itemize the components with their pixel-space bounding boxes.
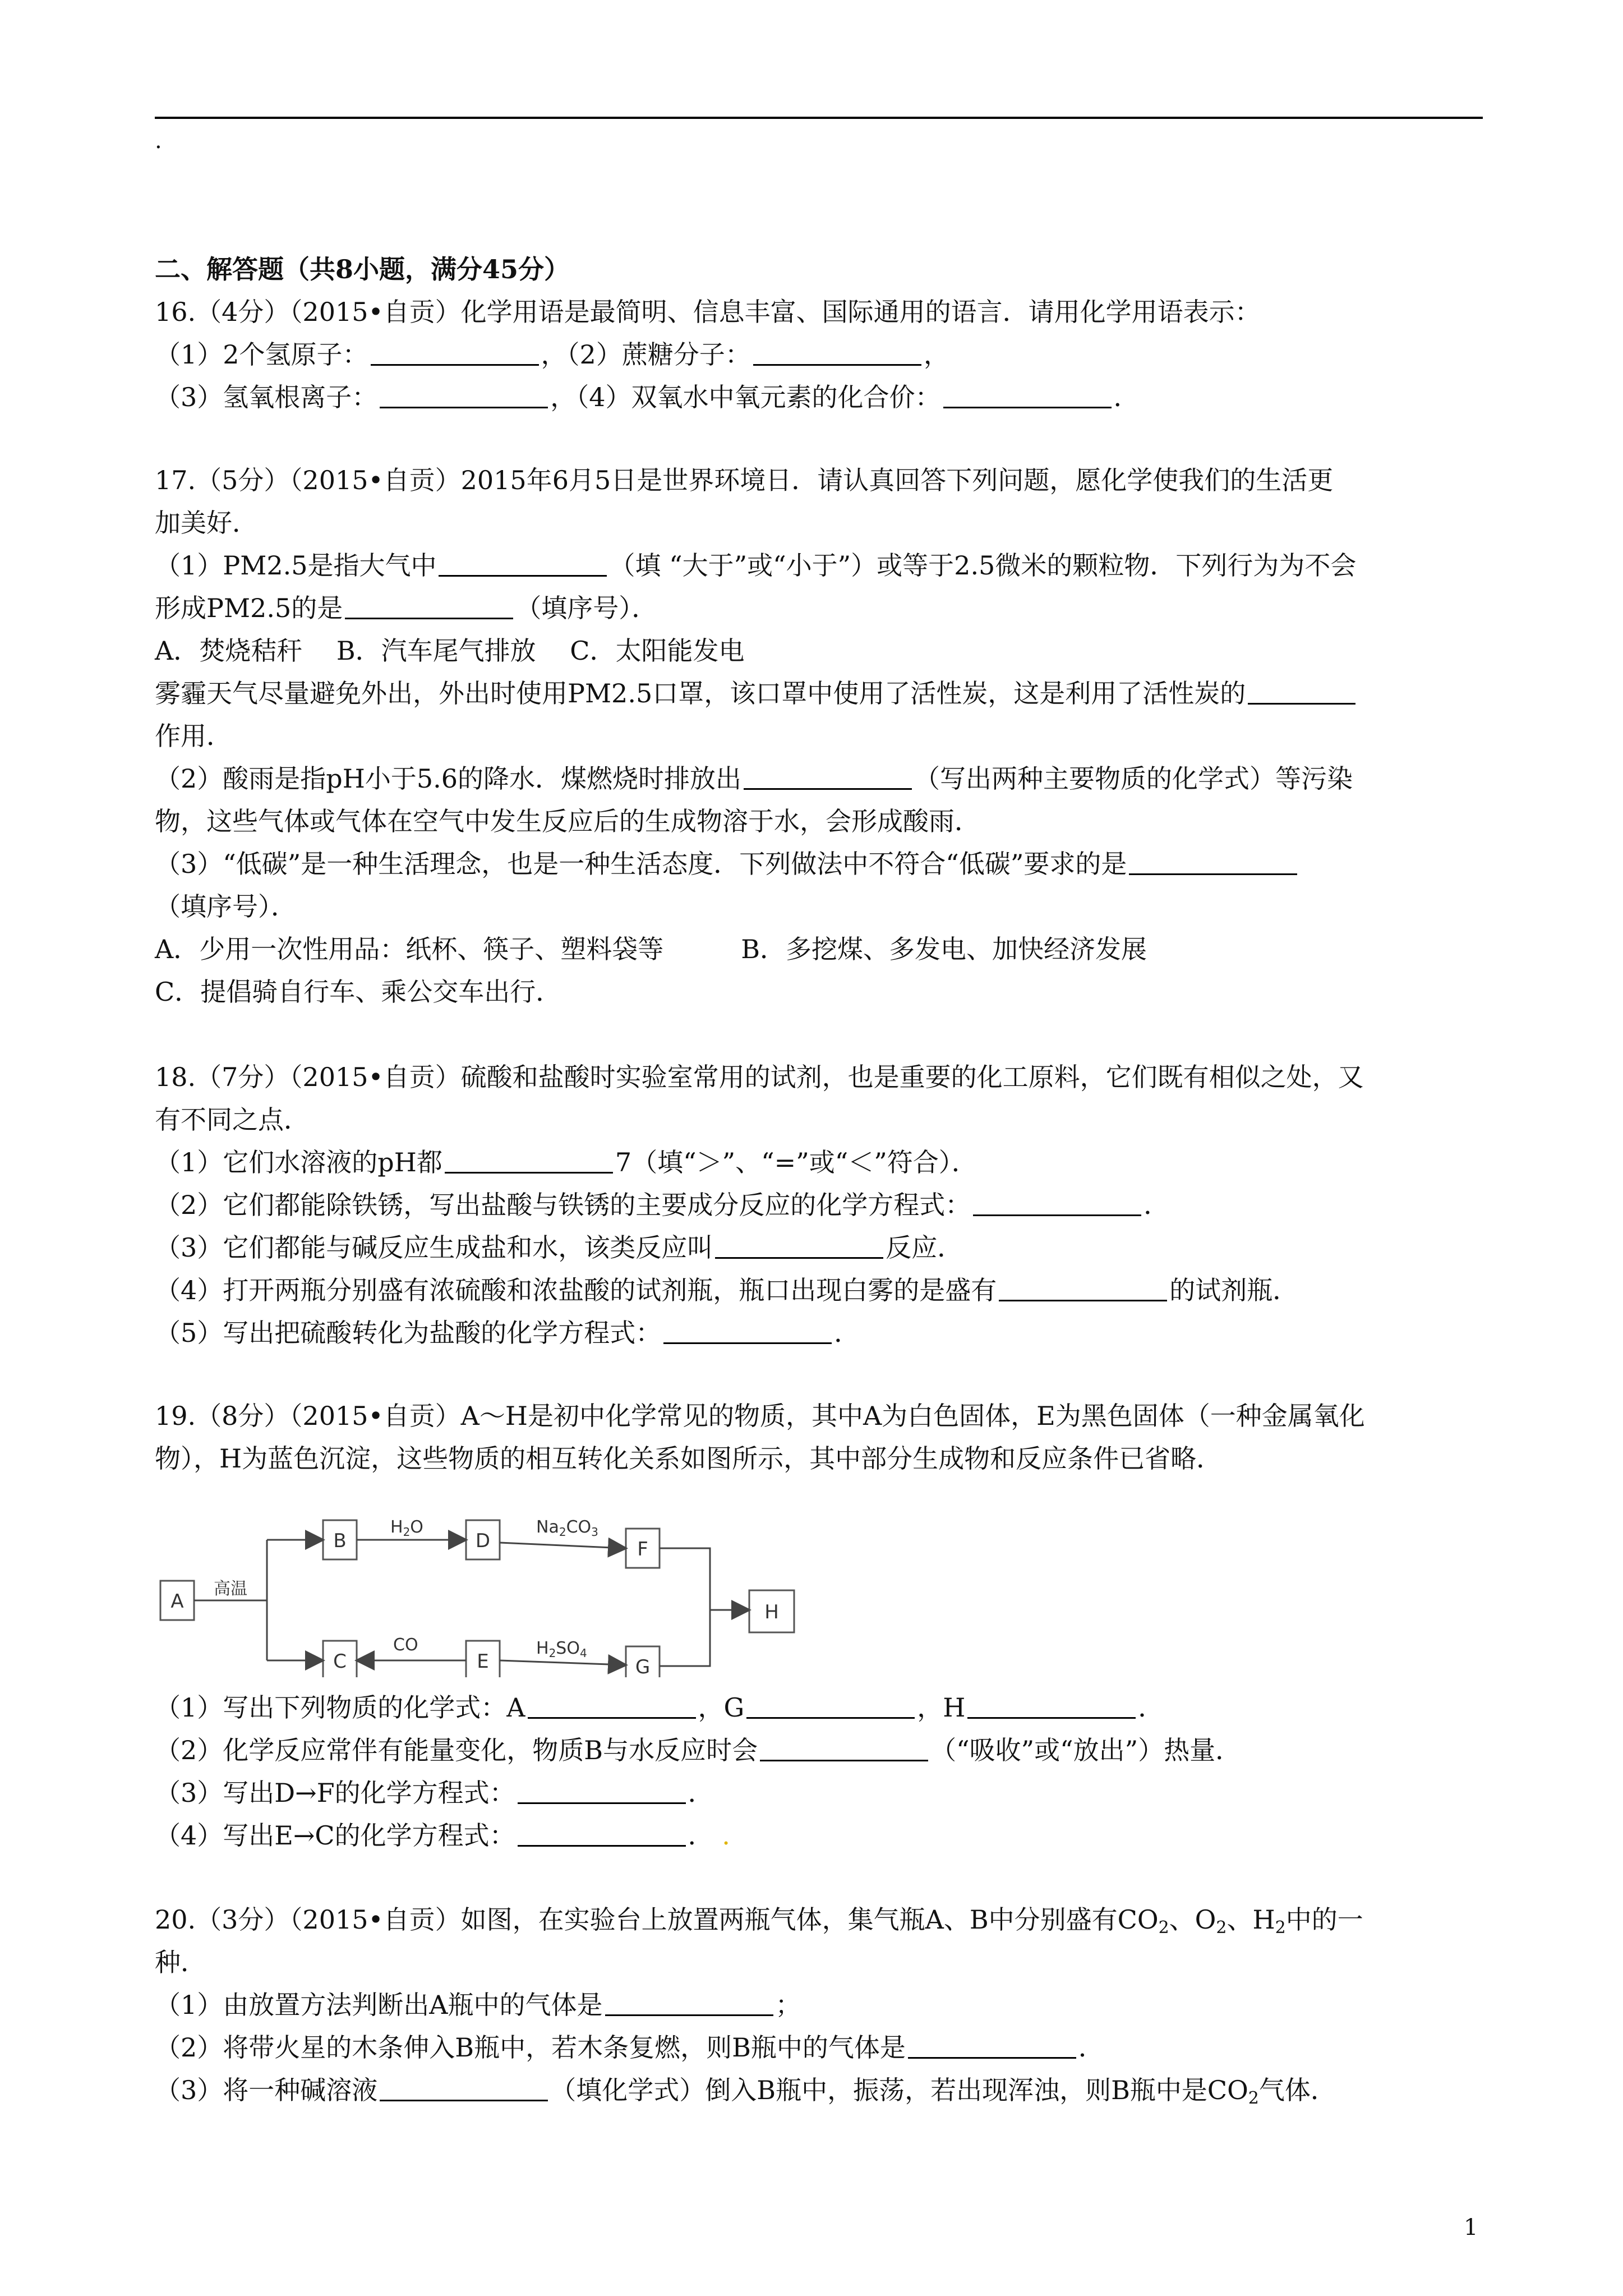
q17-options-3: C．提倡骑自行车、乘公交车出行．	[155, 977, 562, 1007]
q20-stem-1: 20.（3分）（2015•自贡）如图，在实验台上放置两瓶气体，集气瓶A、B中分别盛有$CO_2$、$O_2$、$H_2$中的一	[155, 1904, 1363, 1938]
q17-haze-cont: 作用．	[155, 721, 232, 751]
answer-blank[interactable]	[445, 1147, 613, 1174]
q16-line1: （1）2个氢原子： ，（2）蔗糖分子： ，	[155, 339, 949, 370]
reagent-na2co3: $Na_2CO_3$	[536, 1517, 598, 1539]
q17-part1: （1）PM2.5是指大气中 （填 “大于”或“小于”）或等于2.5微米的颗粒物．下列行为为不会	[155, 550, 1357, 581]
answer-blank[interactable]	[744, 763, 912, 790]
q17-part2-cont: 物，这些气体或气体在空气中发生反应后的生成物溶于水，会形成酸雨．	[155, 806, 980, 836]
reagent-h2o: $H_2O$	[390, 1517, 423, 1539]
q17-part3-cont: （填序号）．	[155, 891, 297, 922]
q19-stem-2: 物），H为蓝色沉淀，这些物质的相互转化关系如图所示，其中部分生成物和反应条件已省略．	[155, 1443, 1223, 1474]
answer-blank[interactable]	[528, 1692, 696, 1719]
answer-blank[interactable]	[518, 1778, 686, 1804]
answer-blank[interactable]	[345, 593, 513, 619]
q18-part1: （1）它们水溶液的pH都 7（填“＞”、“=”或“＜”符合）．	[155, 1147, 978, 1177]
q18-part4: （4）打开两瓶分别盛有浓硫酸和浓盐酸的试剂瓶，瓶口出现白雾的是盛有 的试剂瓶．	[155, 1275, 1299, 1305]
answer-blank[interactable]	[943, 382, 1112, 408]
condition-heat: 高温	[214, 1579, 247, 1599]
reagent-h2so4: $H_2SO_4$	[536, 1639, 587, 1660]
page-number: 1	[1464, 2215, 1478, 2240]
answer-blank[interactable]	[715, 1232, 883, 1259]
q20-part1: （1）由放置方法判断出A瓶中的气体是 ；	[155, 1990, 801, 2020]
q19-part3: （3）写出D→F的化学方程式： ．	[155, 1778, 714, 1808]
answer-blank[interactable]	[605, 1990, 773, 2016]
header-rule	[155, 117, 1483, 119]
q18-stem-2: 有不同之点．	[155, 1105, 310, 1135]
q17-stem-2: 加美好．	[155, 508, 258, 538]
q16-stem: 16.（4分）（2015•自贡）化学用语是最简明、信息丰富、国际通用的语言．请用化学用语表示：	[155, 297, 1261, 327]
q18-part3: （3）它们都能与碱反应生成盐和水，该类反应叫 反应．	[155, 1232, 963, 1263]
reagent-co: CO	[393, 1635, 418, 1655]
q18-part5: （5）写出把硫酸转化为盐酸的化学方程式： ．	[155, 1318, 860, 1348]
q18-part2: （2）它们都能除铁锈，写出盐酸与铁锈的主要成分反应的化学方程式： ．	[155, 1190, 1170, 1220]
edge-e-g	[500, 1660, 625, 1665]
q17-haze: 雾霾天气尽量避免外出，外出时使用PM2.5口罩，该口罩中使用了活性炭，这是利用了活性炭的	[155, 678, 1358, 709]
answer-blank[interactable]	[1248, 678, 1355, 705]
node-d: D	[475, 1530, 491, 1552]
header-dot: .	[155, 128, 162, 154]
answer-blank[interactable]	[753, 339, 921, 366]
answer-blank[interactable]	[999, 1275, 1167, 1301]
q17-part1-cont: 形成PM2.5的是 （填序号）．	[155, 593, 658, 623]
reaction-flow-diagram	[155, 1498, 817, 1677]
node-f: F	[637, 1538, 648, 1561]
edge-fg-join	[660, 1548, 710, 1666]
node-c: C	[333, 1650, 347, 1673]
node-e: E	[477, 1650, 489, 1673]
q19-part4: （4）写出E→C的化学方程式： ． .	[155, 1820, 730, 1851]
q19-stem-1: 19.（8分）（2015•自贡）A～H是初中化学常见的物质，其中A为白色固体，E为黑色固体（一种金属氧化	[155, 1401, 1365, 1431]
answer-blank[interactable]	[439, 550, 607, 577]
q17-options-2: A．少用一次性用品：纸杯、筷子、塑料袋等 B．多挖煤、多发电、加快经济发展	[155, 934, 1147, 964]
q20-part2: （2）将带火星的木条伸入B瓶中，若木条复燃，则B瓶中的气体是 ．	[155, 2032, 1104, 2063]
answer-blank[interactable]	[380, 382, 548, 408]
q17-part3: （3）“低碳”是一种生活理念，也是一种生活态度．下列做法中不符合“低碳”要求的是	[155, 848, 1299, 880]
node-h: H	[764, 1601, 779, 1623]
answer-blank[interactable]	[760, 1735, 928, 1761]
section-title: 二、解答题（共8小题，满分45分）	[155, 254, 570, 284]
q17-options-1: A．焚烧秸秆 B．汽车尾气排放 C．太阳能发电	[155, 636, 745, 666]
q20-stem-2: 种．	[155, 1947, 206, 1977]
edge-d-f	[500, 1543, 625, 1548]
answer-blank[interactable]	[663, 1318, 832, 1344]
answer-blank[interactable]	[1129, 849, 1297, 875]
q20-part3: （3）将一种碱溶液 （填化学式）倒入B瓶中，振荡，若出现浑浊，则B瓶中是$CO_2$气体．	[155, 2075, 1336, 2108]
q17-part2: （2）酸雨是指pH小于5.6的降水．煤燃烧时排放出 （写出两种主要物质的化学式）等污染	[155, 763, 1353, 794]
q17-stem-1: 17.（5分）（2015•自贡）2015年6月5日是世界环境日．请认真回答下列问题，愿化学使我们的生活更	[155, 465, 1334, 495]
answer-blank[interactable]	[973, 1190, 1141, 1216]
node-a: A	[170, 1590, 184, 1613]
q19-part2: （2）化学反应常伴有能量变化，物质B与水反应时会 （“吸收”或“放出”）热量．	[155, 1735, 1242, 1765]
q18-stem-1: 18.（7分）（2015•自贡）硫酸和盐酸时实验室常用的试剂，也是重要的化工原料，它们既有相似之处，又	[155, 1062, 1364, 1092]
node-g: G	[635, 1656, 651, 1677]
answer-blank[interactable]	[518, 1820, 686, 1847]
answer-blank[interactable]	[908, 2032, 1076, 2059]
answer-blank[interactable]	[380, 2075, 548, 2101]
answer-blank[interactable]	[746, 1692, 915, 1719]
q16-line2: （3）氢氧根离子： ，（4）双氧水中氧元素的化合价： ．	[155, 382, 1140, 412]
node-b: B	[333, 1530, 347, 1552]
q19-part1: （1）写出下列物质的化学式：A ，G ，H ．	[155, 1692, 1164, 1723]
answer-blank[interactable]	[967, 1692, 1136, 1719]
answer-blank[interactable]	[371, 339, 539, 366]
